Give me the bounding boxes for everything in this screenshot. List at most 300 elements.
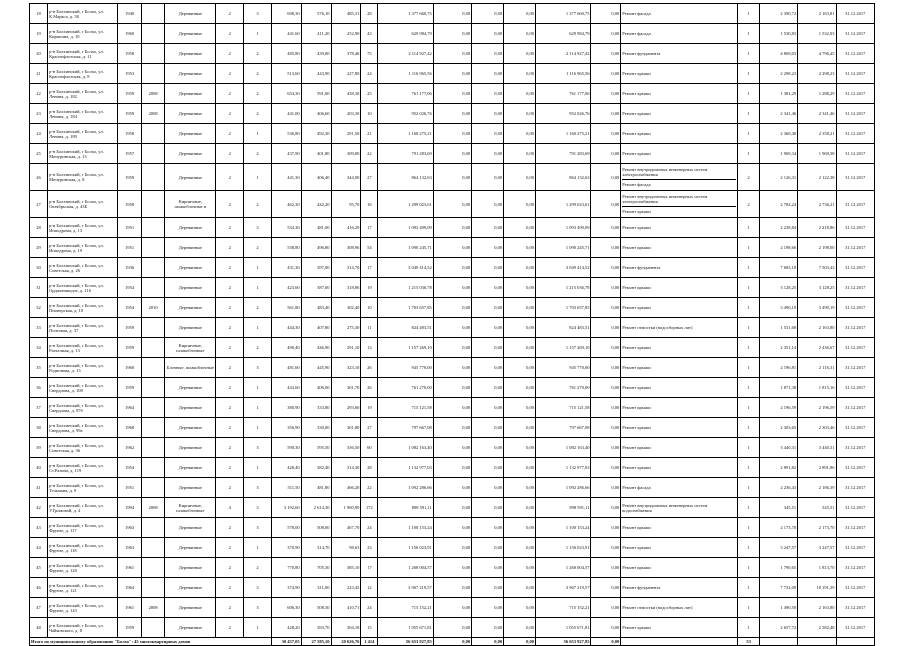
cell-material: Деревянные [165,24,216,44]
cell-zero-1: 0,00 [433,258,471,278]
cell-cost-owners: 1 377 660,75 [536,4,591,24]
cell-cost: 1 703 657,85 [378,298,433,318]
cell-zero-1: 0,00 [433,24,471,44]
cell-year: 1959 [118,104,141,124]
cell-area-total: 534,30 [271,218,301,238]
cell-date: 31.12.2017 [836,318,875,338]
cell-cost-owners: 864 132,63 [536,164,591,191]
table-row [30,378,875,398]
cell-works: Ремонт фундамента [621,578,738,598]
cell-floors: 2 [216,458,244,478]
table-row [30,618,875,638]
cell-date: 31.12.2017 [836,538,875,558]
cell-area-residential: 466,20 [331,478,361,498]
cell-year2: 2010 [141,298,164,318]
table-row [30,124,875,144]
cell-count: 1 [738,64,759,84]
cell-material: Деревянные [165,144,216,164]
cell-cost: 1 299 023,61 [378,191,433,218]
cell-people: 17 [361,558,378,578]
cell-area-total: 606,30 [271,598,301,618]
cell-n: 37 [30,398,48,418]
total-works [621,638,738,646]
cell-date: 31.12.2017 [836,238,875,258]
cell-n: 18 [30,4,48,24]
cell-works: Ремонт крыши [621,558,738,578]
cell-area-premises: 387,00 [301,278,331,298]
cell-zero-3: 0,00 [504,518,536,538]
cell-material: Деревянные [165,104,216,124]
cell-people: 17 [361,218,378,238]
cell-zero-2: 0,00 [472,478,504,498]
cell-unit-cost: 2 657,72 [759,618,797,638]
cell-area-premises: 481,00 [301,218,331,238]
cell-n: 45 [30,558,48,578]
cell-n: 29 [30,238,48,258]
cell-date: 31.12.2017 [836,258,875,278]
cell-floors: 2 [216,124,244,144]
cell-year2 [141,24,164,44]
cell-year2 [141,164,164,191]
cell-cost-owners: 1 100 153,24 [536,518,591,538]
cell-floors: 2 [216,538,244,558]
cell-year2: 2008 [141,84,164,104]
cell-floors: 2 [216,278,244,298]
cell-area-residential: 378,46 [331,44,361,64]
cell-people: 15 [361,618,378,638]
cell-unit-limit: 345,51 [798,498,836,518]
table-row [30,64,875,84]
cell-cost-owners: 1 093 499,09 [536,218,591,238]
cell-cost: 1 093 499,09 [378,218,433,238]
cell-cost-owners: 1 132 977,03 [536,458,591,478]
table-row [30,578,875,598]
cell-material: Деревянные [165,438,216,458]
cell-date: 31.12.2017 [836,458,875,478]
cell-year: 1960 [118,358,141,378]
cell-unit-limit: 10 191,39 [798,578,836,598]
cell-unit-cost: 2 390,72 [759,4,797,24]
cell-cost: 864 132,63 [378,164,433,191]
cell-n: 31 [30,278,48,298]
cell-area-total: 441,30 [271,164,301,191]
cell-material: Деревянные [165,238,216,258]
cell-zero-4: 0,00 [591,418,621,438]
cell-area-premises: 382,40 [301,458,331,478]
cell-works: Ремонт крыши [621,398,738,418]
cell-zero-2: 0,00 [472,298,504,318]
cell-unit-limit: 2 163,81 [798,4,836,24]
table-body-bottom [30,218,875,638]
cell-n: 32 [30,298,48,318]
cell-area-premises: 397,00 [301,258,331,278]
cell-year: 1954 [118,278,141,298]
cell-people: 21 [361,124,378,144]
cell-works: Ремонт крыши [621,298,738,318]
cell-address: р-н Болхинский, г Болхо, ул. У.Громовой, д. 4 [48,498,118,518]
cell-area-total: 481,60 [271,358,301,378]
cell-year2: 2008 [141,104,164,124]
cell-area-residential: 416,29 [331,218,361,238]
cell-works: Ремонт крыши [621,538,738,558]
cell-n: 48 [30,618,48,638]
cell-zero-3: 0,00 [504,318,536,338]
cell-unit-limit: 2 298,23 [798,64,836,84]
cell-material: Деревянные [165,578,216,598]
cell-zero-4: 0,00 [591,24,621,44]
cell-area-premises: 439,00 [301,44,331,64]
cell-unit-cost: 2 196,81 [759,358,797,378]
cell-area-residential: 304,18 [331,618,361,638]
cell-people: 60 [361,438,378,458]
cell-date: 31.12.2017 [836,558,875,578]
cell-unit-limit: 2 186,39 [798,478,836,498]
cell-cost: 761 177,06 [378,84,433,104]
cell-address: р-н Болхинский, г Болхо, ул. Краснофлотская, д. 11 [48,44,118,64]
cell-people: 26 [361,378,378,398]
cell-unit-cost: 2 126,31 [759,164,797,191]
cell-zero-1: 0,00 [433,438,471,458]
cell-zero-2: 0,00 [472,458,504,478]
cell-works: Ремонт крыши [621,338,738,358]
total-empty-2 [798,638,836,646]
cell-area-total: 490,40 [271,338,301,358]
cell-zero-2: 0,00 [472,84,504,104]
cell-zero-1: 0,00 [433,238,471,258]
cell-unit-cost: 7 683,18 [759,258,797,278]
cell-area-premises: 406,60 [301,104,331,124]
cell-area-premises: 492,30 [301,124,331,144]
cell-area-total: 356,90 [271,418,301,438]
cell-address: р-н Болхинский, г Болхо, ул. Октябрьская, д. 43Б [48,191,118,218]
cell-address: р-н Болхинский, г Болхо, ул. Кирпична, д. 10 [48,24,118,44]
cell-n: 21 [30,64,48,84]
cell-cost: 715 121,58 [378,398,433,418]
cell-area-residential: 302,40 [331,298,361,318]
cell-unit-cost: 1 490,50 [759,598,797,618]
cell-area-premises: 576,10 [301,4,331,24]
cell-area-total: 513,60 [271,64,301,84]
cell-address: р-н Болхинский, г Болхо, ул. Свердлова, д. 99а [48,418,118,438]
cell-year2 [141,518,164,538]
cell-address: р-н Болхинский, г Болхо, ул. Разъезжая, д. 13 [48,338,118,358]
cell-address: р-н Болхинский, г Болхо, ул. Фрунзе, д. 120 [48,558,118,578]
cell-cost-owners: 1 055 671,81 [536,618,591,638]
cell-entrances: 3 [244,578,272,598]
cell-area-residential: 323,10 [331,358,361,378]
cell-material: Деревянные [165,618,216,638]
cell-area-total: 444,30 [271,318,301,338]
cell-entrances: 2 [244,191,272,218]
cell-people: 13 [361,338,378,358]
total-area-total: 30 437,05 [271,638,301,646]
cell-unit-limit: 2 736,21 [798,191,836,218]
cell-zero-2: 0,00 [472,338,504,358]
cell-people: 23 [361,538,378,558]
total-area-residential: 20 626,76 [331,638,361,646]
cell-area-residential: 227,80 [331,64,361,84]
cell-count: 2 [738,191,759,218]
cell-people: 24 [361,64,378,84]
cell-count: 1 [738,258,759,278]
cell-count: 1 [738,518,759,538]
cell-area-total: 462,30 [271,191,301,218]
cell-date: 31.12.2017 [836,278,875,298]
cell-zero-1: 0,00 [433,518,471,538]
cell-zero-1: 0,00 [433,398,471,418]
cell-count: 1 [738,498,759,518]
cell-cost-owners: 715 152,21 [536,598,591,618]
cell-area-residential: 458,30 [331,84,361,104]
cell-people: 19 [361,398,378,418]
cell-cost-owners: 2 114 927,42 [536,44,591,64]
cell-material: Деревянные [165,64,216,84]
cell-date: 31.12.2017 [836,44,875,64]
cell-unit-cost: 2 351,14 [759,338,797,358]
cell-works: Ремонт отмостки (водосборных лит) [621,318,738,338]
cell-material: Деревянные [165,44,216,64]
cell-works: Ремонт отмостки (водосборных лит) [621,598,738,618]
cell-people: 28 [361,4,378,24]
cell-date: 31.12.2017 [836,84,875,104]
cell-people: 10 [361,104,378,124]
cell-cost: 1 160 275,21 [378,124,433,144]
cell-material: Деревянные [165,124,216,144]
cell-date: 31.12.2017 [836,438,875,458]
table-row [30,164,875,191]
cell-unit-limit: 3 128,25 [798,278,836,298]
cell-date: 31.12.2017 [836,191,875,218]
cell-count: 1 [738,458,759,478]
cell-zero-3: 0,00 [504,258,536,278]
cell-zero-1: 0,00 [433,298,471,318]
cell-entrances: 1 [244,398,272,418]
cell-zero-2: 0,00 [472,578,504,598]
cell-floors: 2 [216,298,244,318]
cell-zero-4: 0,00 [591,558,621,578]
cell-zero-2: 0,00 [472,358,504,378]
cell-year2 [141,358,164,378]
total-zero-3: 0,00 [504,638,536,646]
cell-n: 20 [30,44,48,64]
cell-works: Ремонт фасада [621,24,738,44]
cell-date: 31.12.2017 [836,64,875,84]
table-row [30,318,875,338]
cell-floors: 2 [216,598,244,618]
cell-zero-3: 0,00 [504,4,536,24]
cell-unit-limit: 4 796,45 [798,44,836,64]
cell-area-total: 380,90 [271,398,301,418]
cell-entrances: 2 [244,64,272,84]
cell-count: 1 [738,44,759,64]
cell-year: 1961 [118,558,141,578]
cell-material: Деревянные [165,318,216,338]
cell-year: 1957 [118,144,141,164]
cell-works [621,164,738,191]
cell-area-residential: 308,96 [331,238,361,258]
cell-date: 31.12.2017 [836,578,875,598]
cell-material: Деревянные [165,4,216,24]
cell-works: Ремонт крыши [621,438,738,458]
cell-count: 1 [738,378,759,398]
cell-year2 [141,338,164,358]
cell-zero-3: 0,00 [504,124,536,144]
cell-address: р-н Болхинский, г Болхо, ул. Мичуринская, д. 8 [48,164,118,191]
table-row [30,458,875,478]
cell-cost-owners: 1 157 269,10 [536,338,591,358]
cell-area-total: 437,90 [271,144,301,164]
cell-area-premises: 442,20 [301,191,331,218]
cell-address: р-н Болхинский, г Болхо, ул. К.Маркса, д. 38 [48,4,118,24]
cell-n: 46 [30,578,48,598]
cell-year2 [141,558,164,578]
cell-zero-1: 0,00 [433,358,471,378]
cell-zero-1: 0,00 [433,191,471,218]
cell-zero-3: 0,00 [504,24,536,44]
cell-count: 1 [738,318,759,338]
cell-unit-limit: 1 813,70 [798,558,836,578]
cell-area-premises: 483,40 [301,298,331,318]
cell-entrances: 1 [244,164,272,191]
cell-unit-limit: 2 163,80 [798,598,836,618]
cell-zero-1: 0,00 [433,538,471,558]
cell-cost: 1 090 245,71 [378,238,433,258]
cell-count: 2 [738,164,759,191]
cell-zero-2: 0,00 [472,278,504,298]
cell-people: 22 [361,144,378,164]
cell-unit-cost: 2 303,65 [759,418,797,438]
work-item: Ремонт крыши [622,209,651,214]
table-row [30,144,875,164]
cell-zero-2: 0,00 [472,104,504,124]
cell-date: 31.12.2017 [836,4,875,24]
cell-n: 35 [30,358,48,378]
cell-zero-4: 0,00 [591,498,621,518]
table-row [30,478,875,498]
cell-entrances: 3 [244,518,272,538]
cell-unit-cost: 2 198,66 [759,238,797,258]
table-row [30,24,875,44]
cell-n: 34 [30,338,48,358]
cell-people: 17 [361,258,378,278]
cell-material: Деревянные [165,84,216,104]
cell-zero-3: 0,00 [504,84,536,104]
cell-entrances: 3 [244,478,272,498]
cell-year2 [141,258,164,278]
cell-cost-owners: 1 268 004,57 [536,558,591,578]
cell-n: 22 [30,84,48,104]
cell-year2 [141,438,164,458]
cell-zero-3: 0,00 [504,218,536,238]
cell-date: 31.12.2017 [836,358,875,378]
cell-entrances: 1 [244,278,272,298]
cell-works: Ремонт внутридомовых инженерных систем водоснабжения [621,498,738,518]
cell-cost-owners: 1 299 023,61 [536,191,591,218]
cell-count: 1 [738,538,759,558]
cell-zero-3: 0,00 [504,44,536,64]
cell-year: 1962 [118,438,141,458]
cell-cost-owners: 791 283,69 [536,144,591,164]
cell-date: 31.12.2017 [836,24,875,44]
cell-area-total: 441,60 [271,24,301,44]
cell-date: 31.12.2017 [836,478,875,498]
cell-cost-owners: 3 967 219,57 [536,578,591,598]
cell-area-premises: 508,00 [301,518,331,538]
cell-unit-limit: 2 436,67 [798,338,836,358]
cell-cost-owners: 1 092 286,66 [536,478,591,498]
cell-cost-owners: 952 026,76 [536,104,591,124]
cell-floors: 2 [216,191,244,218]
cell-zero-3: 0,00 [504,278,536,298]
cell-address: р-н Болхинский, г Болхо, ул. Фрунзе, д. 143 [48,598,118,618]
cell-year: 1963 [118,538,141,558]
cell-year: 1951 [118,218,141,238]
cell-zero-1: 0,00 [433,278,471,298]
cell-year2 [141,4,164,24]
cell-unit-limit: 2 122,38 [798,164,836,191]
cell-count: 1 [738,418,759,438]
cell-zero-3: 0,00 [504,398,536,418]
cell-year: 1959 [118,84,141,104]
cell-zero-2: 0,00 [472,124,504,144]
cell-zero-2: 0,00 [472,64,504,84]
cell-area-premises: 330,00 [301,418,331,438]
cell-unit-limit: 2 218,86 [798,218,836,238]
cell-address: р-н Болхинский, г Болхо, ул. Фрунзе, д. 118 [48,538,118,558]
cell-year: 1964 [118,578,141,598]
cell-year: 1963 [118,518,141,538]
cell-zero-3: 0,00 [504,338,536,358]
cell-zero-2: 0,00 [472,318,504,338]
cell-zero-4: 0,00 [591,518,621,538]
cell-year: 1959 [118,164,141,191]
cell-zero-2: 0,00 [472,438,504,458]
cell-works: Ремонт крыши [621,518,738,538]
cell-date: 31.12.2017 [836,498,875,518]
cell-zero-4: 0,00 [591,258,621,278]
cell-n: 42 [30,498,48,518]
cell-area-total: 578,00 [271,518,301,538]
cell-zero-1: 0,00 [433,4,471,24]
cell-zero-1: 0,00 [433,104,471,124]
cell-people: 22 [361,478,378,498]
cell-unit-cost: 3 440,31 [759,438,797,458]
cell-unit-limit: 1 532,03 [798,24,836,44]
cell-floors: 2 [216,258,244,278]
cell-year2 [141,618,164,638]
cell-zero-3: 0,00 [504,418,536,438]
cell-year: 1954 [118,458,141,478]
cell-zero-2: 0,00 [472,498,504,518]
cell-zero-2: 0,00 [472,418,504,438]
cell-material: Деревянные [165,278,216,298]
cell-zero-1: 0,00 [433,84,471,104]
cell-date: 31.12.2017 [836,144,875,164]
cell-date: 31.12.2017 [836,104,875,124]
cell-unit-cost: 345,51 [759,498,797,518]
cell-entrances: 2 [244,558,272,578]
cell-area-residential: 467,70 [331,518,361,538]
cell-unit-limit: 2 341,46 [798,104,836,124]
cell-zero-1: 0,00 [433,44,471,64]
cell-unit-limit: 2 173,70 [798,518,836,538]
cell-works: Ремонт крыши [621,64,738,84]
cell-floors: 2 [216,44,244,64]
cell-people: 11 [361,318,378,338]
cell-area-residential: 291,50 [331,124,361,144]
cell-people: 10 [361,298,378,318]
cell-zero-1: 0,00 [433,558,471,578]
